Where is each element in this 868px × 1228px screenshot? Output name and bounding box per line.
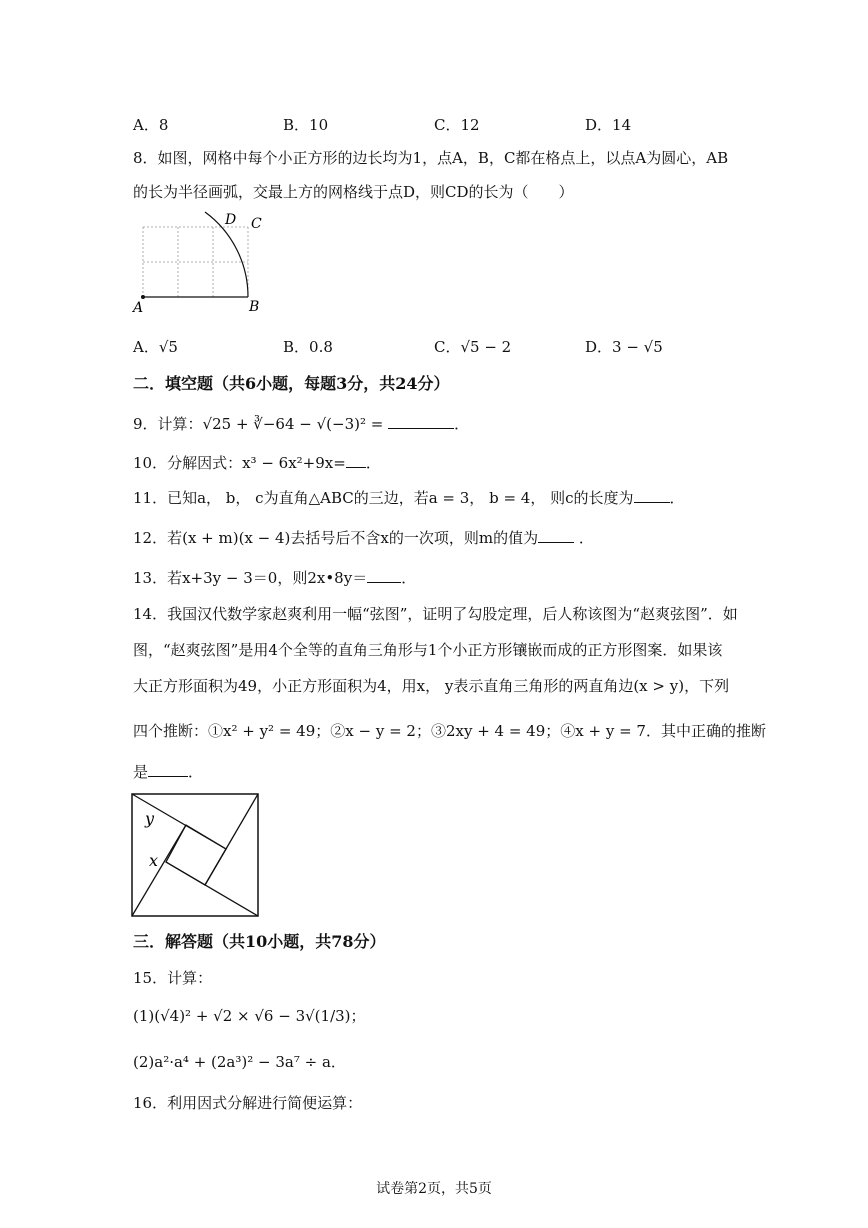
q14-line2: 图，“赵爽弦图”是用4个全等的直角三角形与1个小正方形镶嵌而成的正方形图案．如果该 bbox=[133, 641, 723, 659]
section2-title: 二．填空题（共6小题，每题3分，共24分） bbox=[133, 374, 450, 393]
q13-end: ． bbox=[401, 569, 417, 587]
q7-option-d: D．14 bbox=[585, 116, 632, 134]
label-d: D bbox=[225, 212, 237, 228]
q9-blank[interactable] bbox=[388, 414, 454, 429]
q7-option-b: B．10 bbox=[283, 116, 329, 134]
q14-figure bbox=[130, 792, 262, 920]
q13-text: 13．若x+3y − 3＝0，则2x•8y＝ bbox=[133, 569, 368, 587]
q9-text: 9．计算：√25 + ∛−64 − √(−3)² = bbox=[133, 415, 384, 433]
q14-line5-text: 是 bbox=[133, 763, 149, 781]
q14-line1: 14．我国汉代数学家赵爽利用一幅“弦图”，证明了勾股定理，后人称该图为“赵爽弦图”．如 bbox=[133, 605, 738, 623]
q11-blank[interactable] bbox=[634, 488, 670, 503]
label-c: C bbox=[251, 216, 262, 232]
point-a bbox=[141, 295, 145, 299]
q11-text: 11．已知a， b， c为直角△ABC的三边，若a = 3， b = 4， 则c的长度为 bbox=[133, 489, 634, 507]
q8-option-b: B．0.8 bbox=[283, 338, 333, 356]
q15-part2: (2)a²·a⁴ + (2a³)² − 3a⁷ ÷ a． bbox=[133, 1053, 346, 1071]
q14-blank[interactable] bbox=[148, 762, 188, 777]
q8-option-c: C．√5 − 2 bbox=[434, 338, 512, 356]
q14-end: ． bbox=[188, 763, 204, 781]
small-square bbox=[166, 825, 226, 885]
label-b: B bbox=[249, 299, 260, 315]
grid-lines bbox=[143, 227, 248, 297]
q13-blank[interactable] bbox=[367, 568, 401, 583]
q15-title: 15．计算： bbox=[133, 969, 213, 987]
q8-option-d: D．3 − √5 bbox=[585, 338, 663, 356]
q16-title: 16．利用因式分解进行简便运算： bbox=[133, 1094, 363, 1112]
q7-option-c: C．12 bbox=[434, 116, 480, 134]
label-a: A bbox=[133, 300, 144, 315]
q15-part1: (1)(√4)² + √2 × √6 − 3√(1/3)； bbox=[133, 1007, 366, 1025]
q9 bbox=[133, 414, 469, 434]
q8-option-a: A．√5 bbox=[133, 338, 178, 356]
q8-figure bbox=[125, 205, 275, 315]
q10-blank[interactable] bbox=[346, 453, 366, 468]
q12-end: ． bbox=[578, 529, 594, 547]
q10-text: 10．分解因式：x³ − 6x²+9x= bbox=[133, 454, 346, 472]
q14-line4: 四个推断：①x² + y² = 49；②x − y = 2；③2xy + 4 = 49；④x + y = 7．其中正确的推断 bbox=[133, 722, 766, 740]
q7-option-a: A．8 bbox=[133, 116, 169, 134]
label-x: x bbox=[149, 851, 159, 870]
q8-line2: 的长为半径画弧，交最上方的网格线于点D，则CD的长为（ ） bbox=[133, 183, 574, 201]
q14-line5 bbox=[133, 762, 203, 782]
q11 bbox=[133, 488, 685, 508]
q10 bbox=[133, 453, 381, 473]
q12-text: 12．若(x + m)(x − 4)去括号后不含x的一次项，则m的值为 bbox=[133, 529, 539, 547]
q12 bbox=[133, 528, 594, 548]
section3-title: 三．解答题（共10小题，共78分） bbox=[133, 932, 386, 951]
q9-end: ． bbox=[454, 415, 470, 433]
q11-end: ． bbox=[669, 489, 685, 507]
page-footer: 试卷第2页，共5页 bbox=[376, 1181, 492, 1197]
q10-end: ． bbox=[365, 454, 381, 472]
q14-line3: 大正方形面积为49，小正方形面积为4，用x， y表示直角三角形的两直角边(x > y)，下列 bbox=[133, 677, 730, 695]
q13 bbox=[133, 568, 416, 588]
q8-line1: 8．如图，网格中每个小正方形的边长均为1，点A，B，C都在格点上，以点A为圆心，AB bbox=[133, 149, 729, 167]
label-y: y bbox=[145, 809, 155, 828]
q12-blank[interactable] bbox=[538, 528, 574, 543]
